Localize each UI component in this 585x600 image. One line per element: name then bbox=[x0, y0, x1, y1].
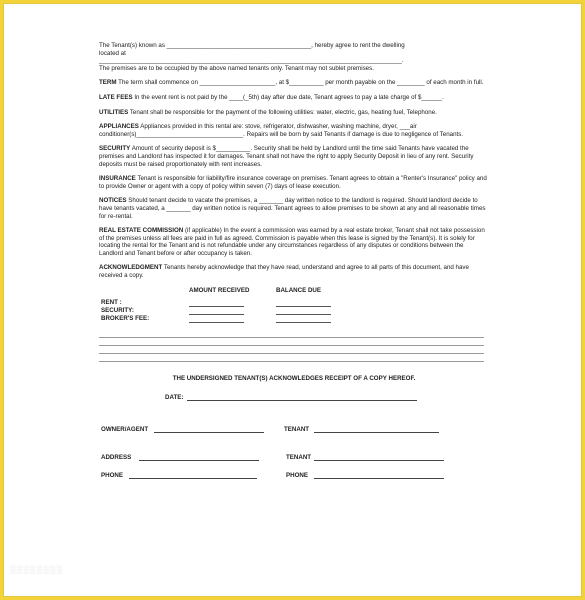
payment-table bbox=[99, 287, 489, 335]
blank-line[interactable] bbox=[99, 361, 484, 362]
section-security bbox=[99, 145, 489, 168]
section-title: SECURITY bbox=[99, 145, 131, 153]
tenant-label: TENANT bbox=[284, 426, 310, 434]
security-balance-field[interactable] bbox=[276, 314, 331, 315]
date-field[interactable] bbox=[187, 400, 417, 401]
section-text: Tenants hereby acknowledge that they have read, understand and agree to all parts of this document, and have received a copy. bbox=[99, 264, 469, 280]
signature-block bbox=[99, 418, 489, 488]
section-real-estate-commission bbox=[99, 227, 489, 257]
section-title: LATE FEES bbox=[99, 93, 133, 101]
rent-label: RENT : bbox=[101, 298, 122, 306]
phone-field[interactable] bbox=[314, 478, 444, 479]
section-insurance bbox=[99, 175, 489, 190]
section-text: Should tenant decide to vacate the premises, a _______ day written notice to the landlord is required. Should landlord decide to have tenants vacated, a _______ day written notice is required. Tenant agrees to allow premises to be shown at any and all reasonable times for re-rental. bbox=[99, 197, 486, 220]
balance-due-header: BALANCE DUE bbox=[276, 286, 322, 294]
section-appliances bbox=[99, 123, 489, 138]
tenant-field[interactable] bbox=[314, 432, 439, 433]
blank-line[interactable] bbox=[99, 345, 484, 346]
date-label: DATE: bbox=[165, 394, 184, 402]
brokers-fee-balance-field[interactable] bbox=[276, 322, 331, 323]
section-notices bbox=[99, 197, 489, 220]
section-title: INSURANCE bbox=[99, 175, 136, 183]
rent-amount-field[interactable] bbox=[189, 306, 244, 307]
security-label: SECURITY: bbox=[101, 306, 134, 314]
brokers-fee-amount-field[interactable] bbox=[189, 322, 244, 323]
section-text: The term shall commence on ______________________, at $__________ per month payable on the ________ of each month in full. bbox=[118, 79, 484, 87]
phone-label: PHONE bbox=[101, 472, 124, 480]
intro-block bbox=[99, 42, 489, 72]
brokers-fee-label: BROKER'S FEE: bbox=[101, 314, 150, 322]
intro-line-2: located at bbox=[99, 49, 126, 57]
blank-lines bbox=[99, 335, 489, 367]
security-amount-field[interactable] bbox=[189, 314, 244, 315]
address-field[interactable] bbox=[139, 460, 259, 461]
blank-line[interactable] bbox=[99, 353, 484, 354]
receipt-statement: THE UNDERSIGNED TENANT(S) ACKNOWLEDGES RECEIPT OF A COPY HEREOF. bbox=[172, 374, 416, 382]
blank-line[interactable] bbox=[99, 337, 484, 338]
section-text: Appliances provided in this rental are: stove, refrigerator, dishwasher, washing machine, dryer, ___air conditioner(s)_______________________________. Repairs will be born by said Tenants if damage is due to negligence of Tenants. bbox=[99, 123, 464, 138]
amount-received-header: AMOUNT RECEIVED bbox=[189, 286, 250, 294]
intro-line-3: ________________________________________________________________________________________. bbox=[99, 57, 404, 65]
section-title: ACKNOWLEDGMENT bbox=[99, 264, 163, 272]
section-text: Tenant is responsible for liability/fire insurance coverage on premises. Tenant agrees to obtain a "Renter's Insurance" policy and to provide Owner or agent with a copy of policy within seven (7) days of lease execution. bbox=[99, 175, 487, 190]
intro-line-4: The premises are to be occupied by the above named tenants only. Tenant may not sublet premises. bbox=[99, 64, 374, 72]
date-row bbox=[99, 390, 489, 414]
watermark: ▒▒▒▒▒▒▒▒ bbox=[10, 565, 64, 574]
section-text: In the event rent is not paid by the ____(_5th) day after due date, Tenant agrees to pay a late charge of $______. bbox=[134, 93, 444, 101]
phone-field[interactable] bbox=[129, 478, 257, 479]
section-text: (if applicable) In the event a commission was earned by a real estate broker, Tenant shall not take possession of the premises unless all fees are paid in full as agreed. Commission is payable when this lease is signed by the Tenant(s). It is solely for locating the rental for the Tenant and is not refundable under any circumstances regardless of any disputes or conditions between the Landlord and Tenant before or after occupancy is taken. bbox=[99, 227, 485, 257]
tenant-label: TENANT bbox=[286, 454, 312, 462]
section-title: REAL ESTATE COMMISSION bbox=[99, 227, 184, 235]
tenant-field[interactable] bbox=[314, 460, 444, 461]
owner-agent-field[interactable] bbox=[154, 432, 264, 433]
section-acknowledgment bbox=[99, 264, 489, 279]
rent-balance-field[interactable] bbox=[276, 306, 331, 307]
section-term bbox=[99, 79, 489, 87]
section-utilities bbox=[99, 109, 489, 117]
section-late-fees bbox=[99, 94, 489, 102]
document-page bbox=[3, 3, 582, 597]
section-title: TERM bbox=[99, 79, 117, 87]
lease-document bbox=[99, 42, 489, 488]
section-title: UTILITIES bbox=[99, 108, 129, 116]
owner-agent-label: OWNER/AGENT bbox=[101, 426, 149, 434]
section-text: Tenant shall be responsible for the payment of the following utilities: water, electric, gas, heating fuel, Telephone. bbox=[129, 108, 437, 116]
section-title: NOTICES bbox=[99, 197, 127, 205]
address-label: ADDRESS bbox=[101, 454, 132, 462]
section-title: APPLIANCES bbox=[99, 123, 139, 131]
phone-label: PHONE bbox=[286, 472, 309, 480]
section-text: Amount of security deposit is $__________. Security shall be held by Landlord until the time said Tenants have vacated the premises and Landlord has inspected it for damages. Tenant shall not have the right to apply Security Deposit in lieu of any rent. Security deposits must be raised proportionately with rent increases. bbox=[99, 145, 474, 168]
intro-line-1: The Tenant(s) known as __________________________________________, hereby agree to rent the dwelling bbox=[99, 42, 405, 49]
